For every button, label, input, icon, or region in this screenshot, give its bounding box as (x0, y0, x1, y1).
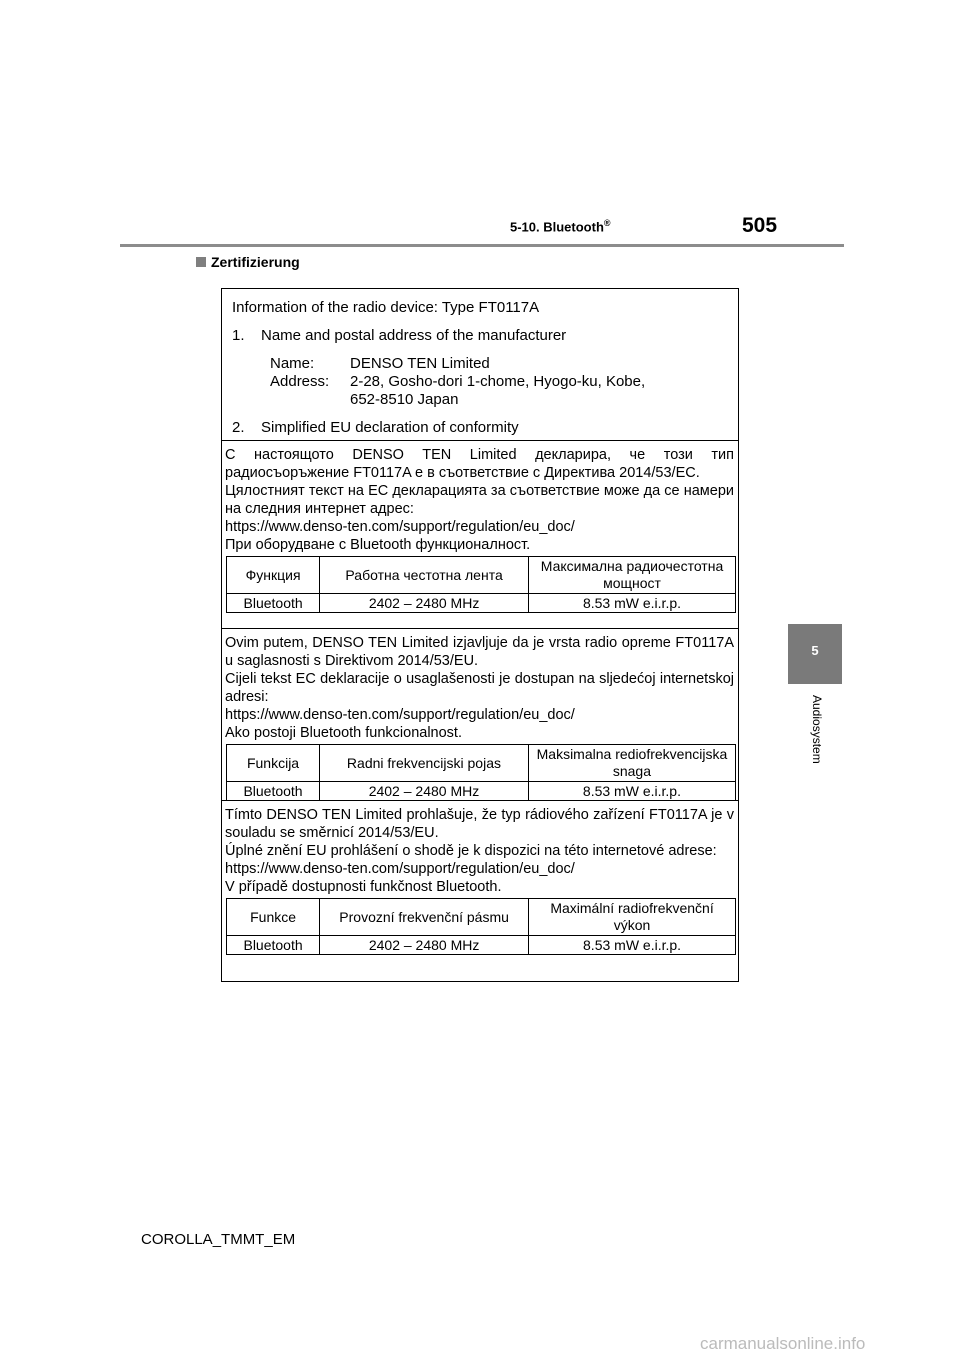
page-number: 505 (742, 214, 778, 237)
declaration-croatian (222, 629, 738, 801)
spec-table (226, 898, 736, 955)
fulltext-note: Úplné znění EU prohlášení o shodě je k dispozici na této internetové adrese: (225, 843, 717, 859)
table-header: Radni frekvencijski pojas (320, 745, 529, 782)
bluetooth-note: Ako postoji Bluetooth funkcionalnost. (225, 725, 462, 741)
declaration-text: Ovim putem, DENSO TEN Limited izjavljuje da je vrsta radio opreme FT0117A u saglasnosti s Direktivom 2014/53/EU. (225, 635, 734, 669)
declaration-url[interactable]: https://www.denso-ten.com/support/regulation/eu_doc/ (225, 861, 575, 877)
declaration-url[interactable]: https://www.denso-ten.com/support/regulation/eu_doc/ (225, 519, 575, 535)
item-number: 1. (232, 327, 245, 344)
table-cell: Bluetooth (227, 594, 320, 613)
spec-table (226, 744, 736, 801)
table-header: Funkcija (227, 745, 320, 782)
name-label: Name: (270, 355, 315, 372)
item-text: Simplified EU declaration of conformity (261, 419, 519, 436)
fulltext-note: Цялостният текст на ЕС декларацията за съответствие може да се намери на следния интернет адрес: (225, 483, 734, 517)
declaration-url[interactable]: https://www.denso-ten.com/support/regulation/eu_doc/ (225, 707, 575, 723)
header-divider (120, 244, 844, 247)
table-row (227, 782, 736, 801)
bluetooth-note: При оборудване с Bluetooth функционалност. (225, 537, 531, 553)
table-cell: 2402 – 2480 MHz (320, 936, 529, 955)
section-heading (196, 254, 300, 270)
table-cell: 8.53 mW e.i.r.p. (528, 782, 735, 801)
radio-device-info (222, 289, 738, 441)
info-title: Information of the radio device: Type FT0117A (232, 299, 540, 316)
item-number: 2. (232, 419, 245, 436)
declaration-bulgarian (222, 441, 738, 629)
spec-table (226, 556, 736, 613)
table-header: Provozní frekvenční pásmu (320, 899, 529, 936)
declaration-text: С настоящото DENSO TEN Limited декларира, че този тип радиосъоръжение FT0117A е в съответствие с Директива 2014/53/ЕС. (225, 447, 734, 481)
table-header: Maximální radiofrekvenční výkon (529, 899, 736, 936)
manufacturer-details (270, 355, 738, 409)
chapter-tab[interactable]: 5 (788, 624, 842, 684)
table-cell: 2402 – 2480 MHz (320, 594, 529, 613)
chapter-label: Audiosystem (810, 695, 824, 764)
table-row (227, 594, 736, 613)
info-item-2 (232, 419, 738, 437)
table-header: Maksimalna rediofrekvencijska snaga (528, 745, 735, 782)
certification-box (221, 288, 739, 982)
footer-code: COROLLA_TMMT_EM (141, 1231, 296, 1248)
table-row (227, 936, 736, 955)
name-value: DENSO TEN Limited (350, 355, 490, 372)
table-header: Функция (227, 557, 320, 594)
item-text: Name and postal address of the manufacturer (261, 327, 567, 344)
info-item-1 (232, 327, 738, 345)
section-title: 5-10. Bluetooth® (510, 218, 611, 235)
address-label: Address: (270, 373, 330, 390)
table-cell: 8.53 mW e.i.r.p. (529, 594, 736, 613)
table-cell: 8.53 mW e.i.r.p. (529, 936, 736, 955)
declaration-czech (222, 801, 738, 955)
address-line-2: 652-8510 Japan (350, 391, 459, 408)
fulltext-note: Cijeli tekst EC deklaracije o usaglašenosti je dostupan na sljedećoj internetskoj adresi: (225, 671, 734, 705)
section-heading-label: Zertifizierung (211, 254, 300, 270)
table-cell: Bluetooth (227, 782, 320, 801)
bluetooth-note: V případě dostupnosti funkčnost Bluetooth. (225, 879, 502, 895)
table-cell: Bluetooth (227, 936, 320, 955)
square-bullet-icon (196, 257, 206, 267)
table-header: Funkce (227, 899, 320, 936)
watermark: carmanualsonline.info (700, 1334, 866, 1353)
table-cell: 2402 – 2480 MHz (320, 782, 529, 801)
table-header: Работна честотна лента (320, 557, 529, 594)
address-line-1: 2-28, Gosho-dori 1-chome, Hyogo-ku, Kobe, (350, 373, 646, 390)
declaration-text: Tímto DENSO TEN Limited prohlašuje, že typ rádiového zařízení FT0117A je v souladu se směrnicí 2014/53/EU. (225, 807, 734, 841)
table-header: Максимална радиочестотна мощност (529, 557, 736, 594)
